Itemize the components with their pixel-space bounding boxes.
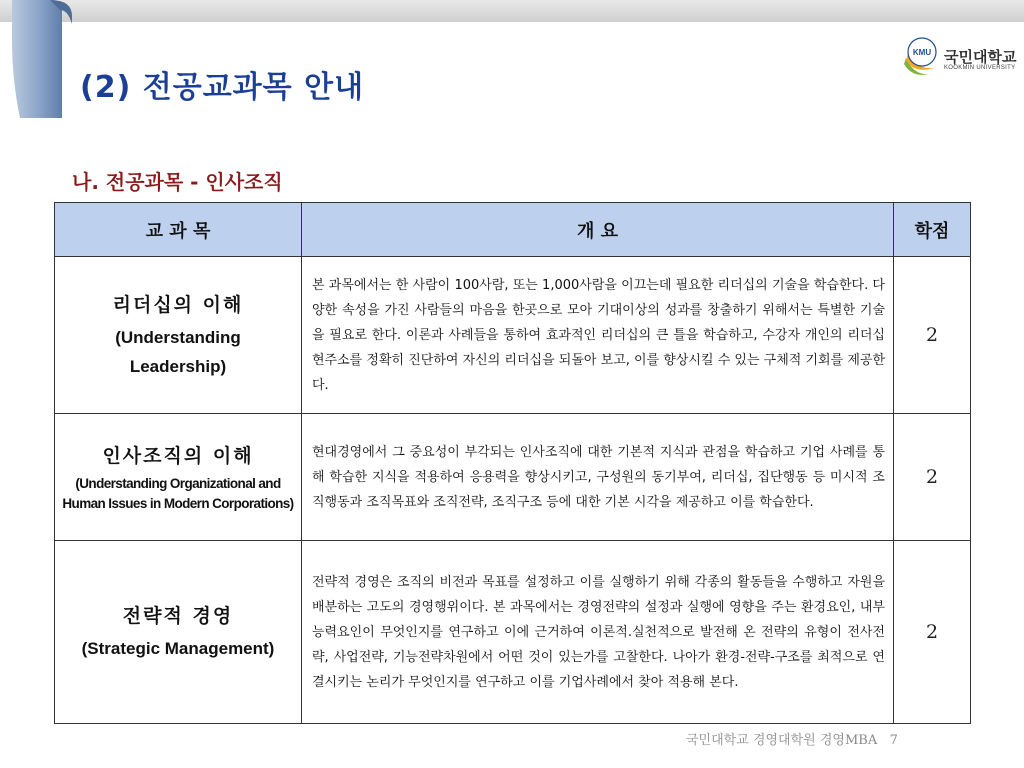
course-description: 본 과목에서는 한 사람이 100사람, 또는 1,000사람을 이끄는데 필요한 리더십의 기술을 학습한다. 다양한 속성을 가진 사람들의 마음을 한곳으로 모아 기대이상의 성과를 창출하기 위해서는 특별한 기술을 필요로 한다. 이론과 사례들을 통하여 효과적인 리더십의 큰 틀을 학습하고, 수강자 개인의 리더십 현주소를 정확히 진단하여 자신의 리더십을 되돌아 보고, 이를 향상시킬 수 있는 구체적 기회를 제공한다.	[302, 257, 894, 414]
course-credit: 2	[894, 414, 971, 541]
course-name-cell	[55, 257, 302, 414]
header-credit: 학점	[894, 203, 971, 257]
page-number: 7	[889, 733, 898, 748]
course-credit: 2	[894, 541, 971, 724]
course-description: 현대경영에서 그 중요성이 부각되는 인사조직에 대한 기본적 지식과 관점을 학습하고 기업 사례를 통해 학습한 지식을 적용하여 응용력을 향상시키고, 구성원의 동기부여, 리더십, 집단행동 등 미시적 조직행동과 조직목표와 조직전략, 조직구조 등에 대한 기본 시각을 제공하고 이를 학습한다.	[302, 414, 894, 541]
course-table	[54, 202, 971, 724]
course-name-en: (Understanding Organizational and Human Issues in Modern Corporations)	[62, 475, 294, 511]
section-subtitle: 나. 전공과목 - 인사조직	[72, 170, 283, 194]
footer	[686, 729, 898, 748]
header-overview: 개 요	[302, 203, 894, 257]
course-name-ko: 인사조직의 이해	[102, 444, 254, 467]
university-logo	[900, 34, 1018, 84]
course-name-en: (Understanding Leadership)	[115, 327, 241, 376]
course-description: 전략적 경영은 조직의 비전과 목표를 설정하고 이를 실행하기 위해 각종의 활동들을 수행하고 자원을 배분하는 고도의 경영행위이다. 본 과목에서는 경영전략의 설정과 실행에 영향을 주는 환경요인, 내부능력요인이 무엇인지를 연구하고 이에 근거하여 이론적.실천적으로 발전해 온 전략의 유형이 전사전략, 사업전략, 기능전략차원에서 어떤 것이 있는가를 고찰한다. 나아가 환경-전략-구조를 최적으로 연결시키는 논리가 무엇인지를 연구하고 이를 기업사례에서 찾아 적용해 본다.	[302, 541, 894, 724]
logo-name-en: KOOKMIN UNIVERSITY	[944, 65, 1016, 71]
course-credit: 2	[894, 257, 971, 414]
table-row	[55, 414, 971, 541]
footer-text: 국민대학교 경영대학원 경영MBA	[686, 733, 878, 748]
course-name-en: (Strategic Management)	[81, 639, 275, 658]
page-title: (2) 전공교과목 안내	[80, 70, 365, 105]
table-header-row	[55, 203, 971, 257]
course-name-cell	[55, 414, 302, 541]
course-name-ko: 전략적 경영	[122, 605, 234, 627]
ribbon-decoration	[10, 0, 72, 118]
table-row	[55, 257, 971, 414]
logo-name-ko: 국민대학교	[944, 48, 1017, 66]
logo-badge-text: KMU	[912, 48, 932, 57]
kmu-emblem-icon	[900, 34, 942, 78]
course-name-cell	[55, 541, 302, 724]
table-row	[55, 541, 971, 724]
course-name-ko: 리더십의 이해	[112, 293, 244, 316]
top-bar	[0, 0, 1024, 22]
header-course: 교 과 목	[55, 203, 302, 257]
